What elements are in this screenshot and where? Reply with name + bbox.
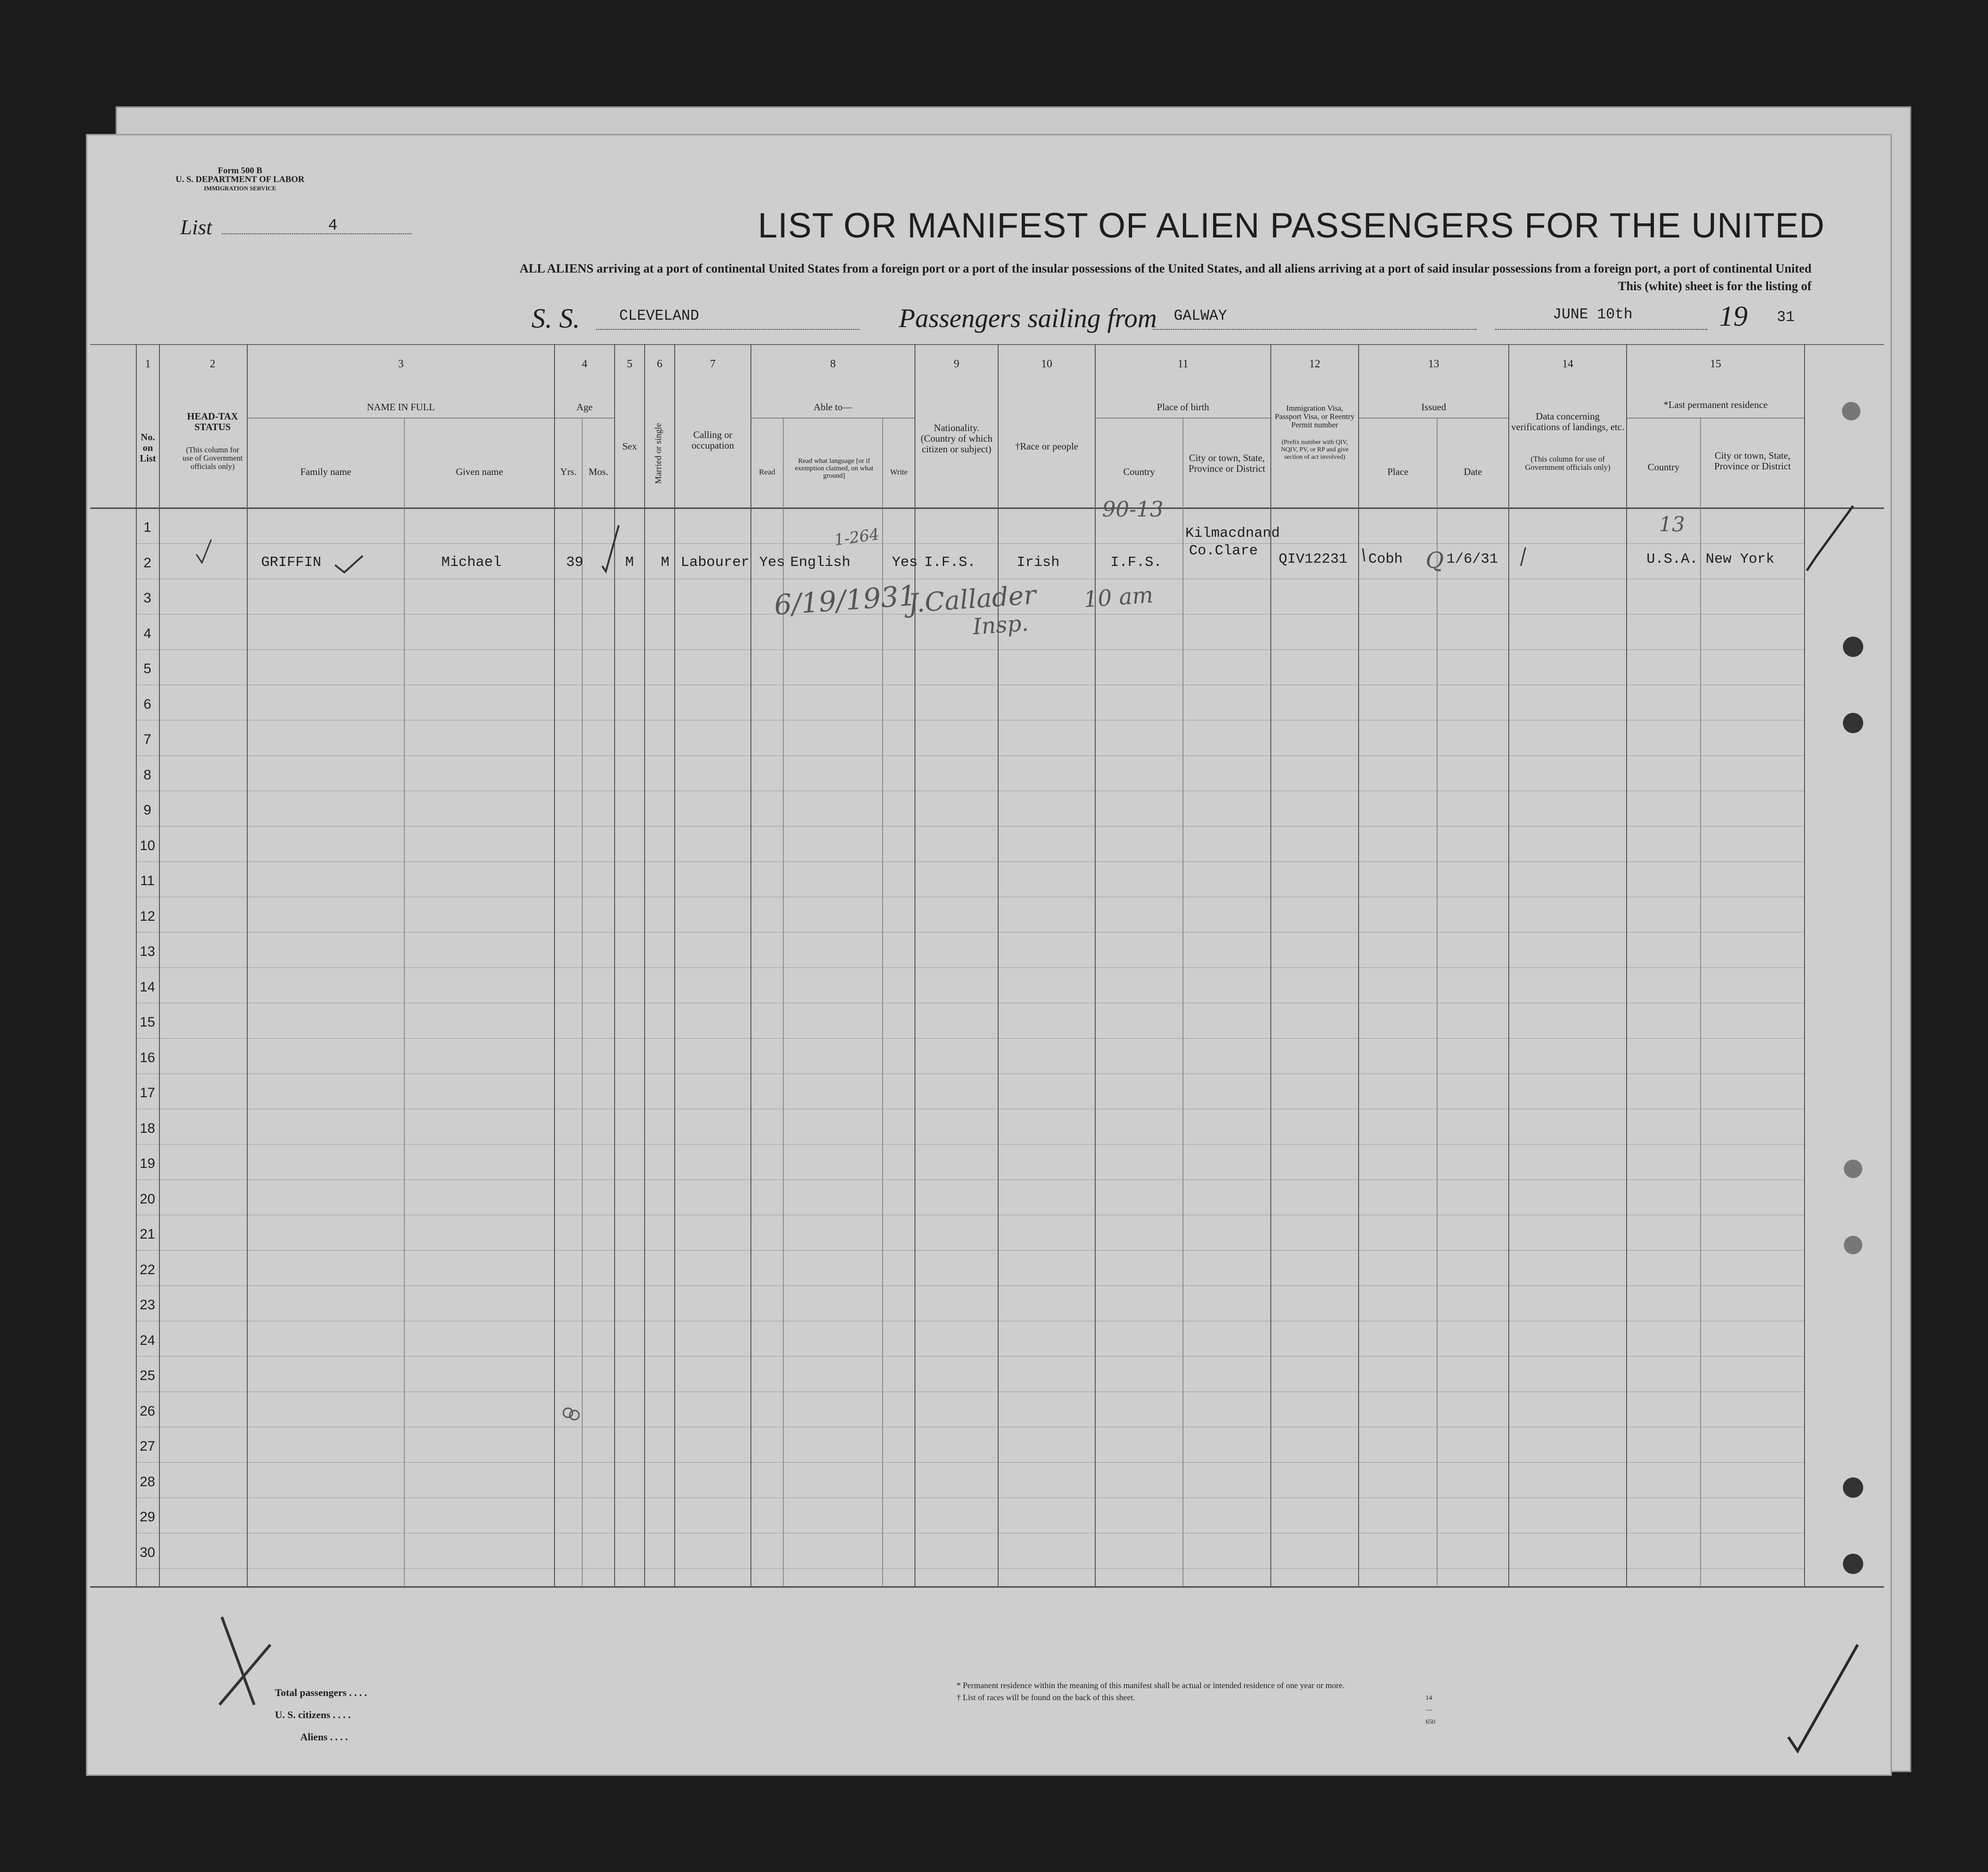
row-number: 2 bbox=[143, 555, 152, 571]
list-rule bbox=[222, 233, 411, 234]
row-number: 11 bbox=[140, 873, 155, 888]
row-number: 4 bbox=[143, 626, 152, 641]
header-married: Married or single bbox=[653, 423, 664, 484]
row-number: 27 bbox=[140, 1439, 155, 1454]
check-marks bbox=[90, 344, 1884, 1647]
header-res-country: Country bbox=[1647, 462, 1680, 473]
header-read-language: Read what language [or if exemption claimed, on what ground] bbox=[795, 457, 873, 480]
col-num-15: 15 bbox=[1710, 358, 1721, 370]
footer-totals bbox=[275, 1682, 367, 1748]
year-prefix: 19 bbox=[1719, 301, 1748, 332]
port-rule bbox=[1153, 329, 1476, 330]
row-number: 19 bbox=[140, 1156, 155, 1171]
cell-res-country: U.S.A. bbox=[1647, 551, 1698, 567]
cell-race: Irish bbox=[1017, 554, 1060, 571]
row-number: 20 bbox=[140, 1191, 155, 1207]
row-number: 28 bbox=[140, 1474, 155, 1489]
page-title: LIST OR MANIFEST OF ALIEN PASSENGERS FOR THE UNITED bbox=[758, 206, 1825, 245]
row-number: 29 bbox=[140, 1509, 155, 1525]
row-number: 10 bbox=[140, 838, 155, 853]
year-suffix: 31 bbox=[1777, 309, 1795, 326]
row-number: 14 bbox=[140, 979, 155, 995]
ship-rule bbox=[596, 329, 860, 330]
ss-label: S. S. bbox=[531, 303, 580, 334]
cell-birth-country: I.F.S. bbox=[1110, 554, 1162, 571]
header-yrs: Yrs. bbox=[560, 466, 577, 477]
row-number: 30 bbox=[140, 1544, 155, 1560]
header-age: Age bbox=[576, 401, 593, 413]
row-number: 15 bbox=[140, 1015, 155, 1030]
row-number: 1 bbox=[143, 520, 152, 535]
header-birth-country: Country bbox=[1123, 466, 1155, 477]
aliens-label: Aliens . . . . bbox=[300, 1731, 348, 1743]
header-family-name: Family name bbox=[300, 466, 352, 477]
header-write: Write bbox=[890, 468, 908, 476]
subtitle bbox=[434, 260, 1811, 295]
row-number: 26 bbox=[140, 1403, 155, 1419]
cell-issued-place: Cobh bbox=[1368, 551, 1403, 567]
header-name-in-full: NAME IN FULL bbox=[367, 401, 435, 413]
sailing-port: GALWAY bbox=[1174, 307, 1227, 324]
header-place-of-birth: Place of birth bbox=[1157, 401, 1209, 413]
col-num-2: 2 bbox=[210, 358, 215, 370]
hand-issued-mark: Q bbox=[1426, 547, 1444, 573]
header-sex: Sex bbox=[622, 441, 637, 452]
check-icon-head-tax bbox=[196, 540, 211, 563]
us-citizens-label: U. S. citizens . . . . bbox=[275, 1709, 351, 1720]
header-visa-note: (Prefix number with QIV, NQIV, PV, or RP and give section of act involved) bbox=[1281, 439, 1349, 461]
slash-icon-visa bbox=[1363, 548, 1365, 561]
manifest-table bbox=[90, 344, 1884, 1647]
form-header bbox=[176, 166, 305, 193]
sailing-label: Passengers sailing from bbox=[899, 303, 1157, 333]
cell-write: Yes bbox=[892, 554, 918, 571]
header-nationality: Nationality. (Country of which citizen or subject) bbox=[921, 422, 993, 455]
department: U. S. DEPARTMENT OF LABOR bbox=[176, 175, 305, 184]
row-number: 21 bbox=[140, 1227, 155, 1242]
col-num-1: 1 bbox=[145, 358, 151, 370]
row-number: 25 bbox=[140, 1368, 155, 1383]
col-num-11: 11 bbox=[1177, 358, 1189, 370]
footnote-races: † List of races will be found on the back of this sheet. bbox=[957, 1693, 1135, 1702]
header-res-city: City or town, State, Province or District bbox=[1714, 450, 1791, 472]
header-able-to: Able to— bbox=[813, 401, 853, 413]
slash-icon-date bbox=[1521, 547, 1525, 566]
cell-visa: QIV12231 bbox=[1279, 551, 1348, 567]
col-num-6: 6 bbox=[657, 358, 663, 370]
subtitle-line-2: This (white) sheet is for the listing of bbox=[1618, 279, 1811, 293]
header-no-on-list: No. on List bbox=[140, 432, 156, 464]
col-num-8: 8 bbox=[830, 358, 836, 370]
cell-married: M bbox=[661, 554, 670, 571]
cell-given-name: Michael bbox=[441, 554, 502, 571]
cell-birth-city-2: Co.Clare bbox=[1189, 543, 1258, 559]
hand-time: 10 am bbox=[1083, 582, 1154, 613]
header-last-residence: *Last permanent residence bbox=[1663, 399, 1768, 410]
row-number: 7 bbox=[143, 732, 152, 747]
cell-age-yrs: 39 bbox=[566, 554, 584, 571]
form-number: Form 500 B bbox=[218, 166, 262, 176]
row-number: 24 bbox=[140, 1332, 155, 1348]
ship-name: CLEVELAND bbox=[619, 307, 699, 324]
cell-res-city: New York bbox=[1706, 551, 1775, 567]
row-number: 23 bbox=[140, 1297, 155, 1313]
row-number: 22 bbox=[140, 1262, 155, 1277]
header-head-tax: HEAD-TAX STATUS bbox=[187, 411, 238, 432]
header-mos: Mos. bbox=[588, 466, 609, 477]
sailing-date: JUNE 10th bbox=[1553, 306, 1633, 323]
row-number: 3 bbox=[143, 590, 152, 606]
col-num-13: 13 bbox=[1428, 358, 1439, 370]
header-issued: Issued bbox=[1421, 401, 1446, 413]
hand-birth-code: 90-13 bbox=[1102, 497, 1164, 522]
cell-language: English bbox=[790, 554, 851, 571]
row-number: 6 bbox=[143, 696, 152, 712]
total-passengers-label: Total passengers . . . . bbox=[275, 1687, 367, 1698]
row-number: 9 bbox=[143, 802, 152, 818]
hand-inspection-date: 6/19/1931 bbox=[773, 579, 917, 622]
header-read: Read bbox=[759, 468, 775, 476]
cell-occupation: Labourer bbox=[681, 554, 750, 571]
list-number: 4 bbox=[328, 217, 338, 235]
header-head-tax-note: (This column for use of Government officials only) bbox=[182, 445, 243, 471]
cell-sex: M bbox=[625, 554, 634, 571]
row-number: 13 bbox=[140, 944, 155, 959]
header-given-name: Given name bbox=[456, 466, 503, 477]
col-num-4: 4 bbox=[582, 358, 587, 370]
header-birth-city: City or town, State, Province or District bbox=[1189, 452, 1265, 474]
cell-birth-city-1: Kilmacdnand bbox=[1185, 525, 1280, 541]
check-icon-age bbox=[602, 525, 619, 571]
col-num-5: 5 bbox=[627, 358, 633, 370]
footer-code: 14—650 bbox=[1426, 1695, 1435, 1726]
col-num-14: 14 bbox=[1562, 358, 1573, 370]
row-number: 12 bbox=[140, 908, 155, 924]
row-number: 8 bbox=[143, 767, 152, 783]
col-num-12: 12 bbox=[1309, 358, 1320, 370]
hand-inspector: J.Callader bbox=[907, 580, 1037, 619]
header-data-note: (This column for use of Government officials only) bbox=[1525, 455, 1610, 472]
date-rule bbox=[1495, 329, 1707, 330]
footnote-residence: * Permanent residence within the meaning of this manifest shall be actual or intended residence of one year or more. bbox=[957, 1681, 1345, 1690]
header-issued-date: Date bbox=[1464, 466, 1482, 477]
col-num-7: 7 bbox=[710, 358, 716, 370]
col-num-3: 3 bbox=[398, 358, 404, 370]
row-number: 5 bbox=[143, 661, 152, 676]
row-number: 16 bbox=[140, 1050, 155, 1065]
row-number: 18 bbox=[140, 1120, 155, 1136]
cell-family-name: GRIFFIN bbox=[261, 554, 322, 571]
col-num-9: 9 bbox=[954, 358, 959, 370]
list-label: List bbox=[180, 215, 213, 239]
footer-notes bbox=[957, 1679, 1435, 1726]
row-number: 17 bbox=[140, 1085, 155, 1100]
service: IMMIGRATION SERVICE bbox=[204, 185, 276, 192]
header-issued-place: Place bbox=[1387, 466, 1409, 477]
hand-language-note: 1-264 bbox=[833, 525, 881, 550]
cell-nationality: I.F.S. bbox=[924, 554, 976, 571]
check-icon-row bbox=[1807, 506, 1853, 571]
subtitle-line-1: ALL ALIENS arriving at a port of continental United States from a foreign port or a port of the insular possessions of the United States, and all aliens arriving at a port of said insular possessions from a foreign port, a port of continental United bbox=[519, 261, 1811, 275]
hand-res-code: 13 bbox=[1659, 513, 1685, 536]
check-icon-family-name bbox=[335, 556, 363, 572]
hand-insp: Insp. bbox=[972, 610, 1030, 640]
col-num-10: 10 bbox=[1041, 358, 1052, 370]
cell-issued-date: 1/6/31 bbox=[1446, 551, 1498, 567]
header-calling: Calling or occupation bbox=[691, 429, 734, 451]
header-data-concerning: Data concerning verifications of landings, etc. bbox=[1511, 411, 1624, 432]
cell-read: Yes bbox=[759, 554, 785, 571]
header-race: †Race or people bbox=[1015, 441, 1079, 452]
header-visa: Immigration Visa, Passport Visa, or Reentry Permit number bbox=[1275, 404, 1355, 429]
